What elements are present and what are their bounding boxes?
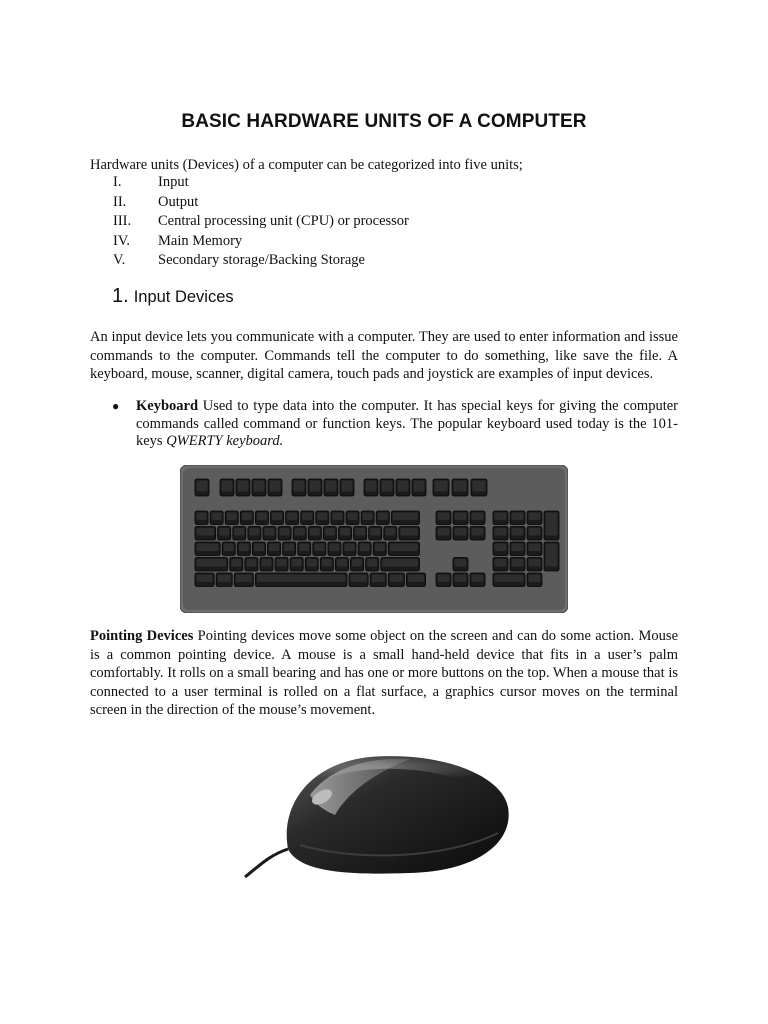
pointing-description: Pointing devices move some object on the screen and can do some action. Mouse is a common pointing device. A mouse is a small hand-held device that fits in a user’s palm comfortably. It rolls on a small bearing and has one or more buttons on the top. When a mouse that is connected to a user terminal is rolled on a flat surface, a graphics cursor moves on the terminal screen in the direction of the mouse’s movement. (90, 628, 679, 718)
mouse-image (240, 745, 520, 890)
list-item: I. Input (113, 174, 189, 190)
list-item: II. Output (113, 193, 199, 210)
keyboard-term: Keyboard (136, 398, 199, 414)
section-heading (112, 285, 234, 308)
list-item: V. Secondary storage/Backing Storage (113, 252, 365, 268)
page-title: BASIC HARDWARE UNITS OF A COMPUTER (181, 111, 587, 132)
keyboard-image (180, 465, 568, 618)
bullet-icon: ● (112, 399, 120, 413)
list-item: III. Central processing unit (CPU) or processor (113, 213, 409, 229)
section-heading-text: Input Devices (133, 288, 234, 306)
section-number: 1. (112, 285, 129, 307)
keyboard-bullet (112, 398, 678, 451)
hardware-units-list (90, 173, 409, 271)
input-devices-paragraph: An input device lets you communicate with a computer. They are used to enter information and issue commands to the computer. Commands tell the computer to do something, like save the file. A keyboard, mouse, scanner, digital camera, touch pads and joystick are examples of input devices. (90, 329, 678, 382)
pointing-devices-paragraph (90, 627, 678, 720)
keyboard-emphasis: QWERTY keyboard. (166, 433, 284, 449)
intro-text: Hardware units (Devices) of a computer can be categorized into five units; (90, 157, 523, 173)
list-item: IV. Main Memory (113, 232, 243, 249)
pointing-term: Pointing Devices (90, 628, 194, 644)
keyboard-description: Used to type data into the computer. It has special keys for giving the computer commands called command or function keys. The popular keyboard used today is the 101-keys (136, 398, 678, 449)
